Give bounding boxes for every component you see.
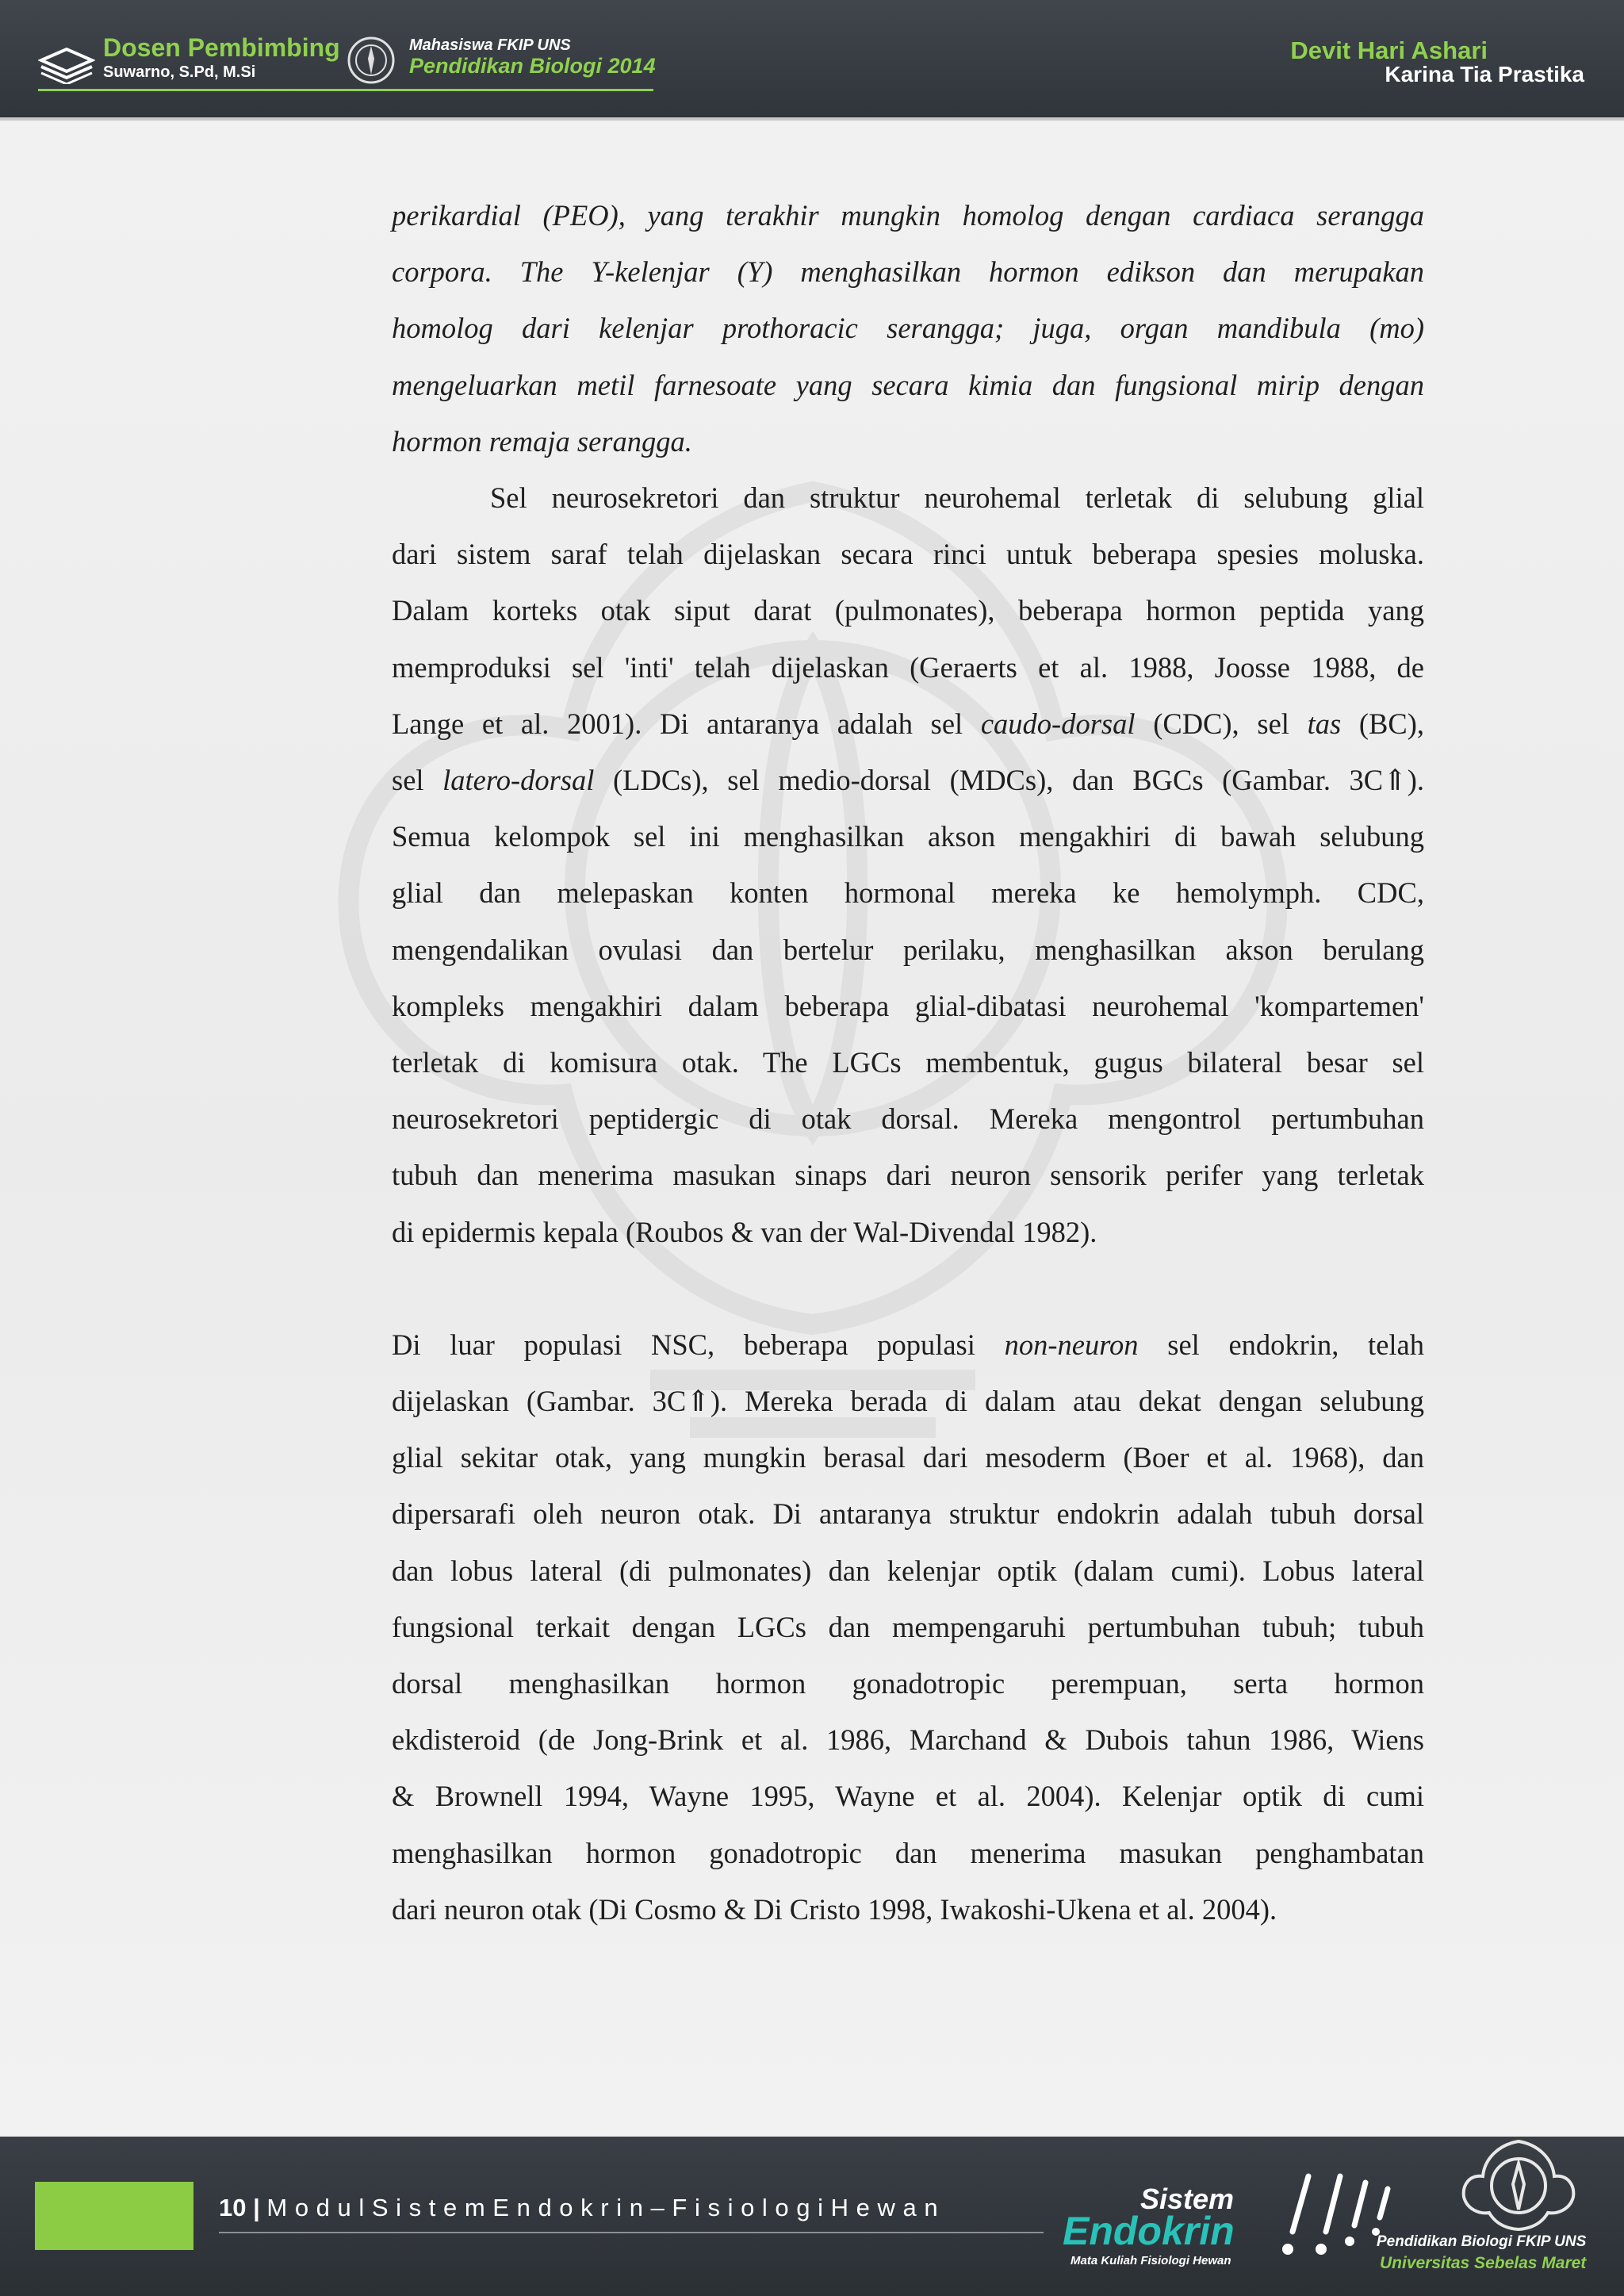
italic-term: non-neuron bbox=[1004, 1328, 1139, 1361]
text-line: tubuh dan menerima masukan sinaps dari neuron sensorik perifer yang terletak bbox=[392, 1159, 1424, 1192]
italic-term: caudo-dorsal bbox=[980, 707, 1136, 740]
text-line: di epidermis kepala (Roubos & van der Wal-Divendal 1982). bbox=[392, 1215, 1097, 1248]
paragraph-2 bbox=[392, 470, 1424, 1260]
footer-color-block bbox=[35, 2182, 193, 2250]
text-line: glial sekitar otak, yang mungkin berasal dari mesoderm (Boer et al. 1968), dan bbox=[392, 1441, 1424, 1474]
footer-module-line bbox=[219, 2194, 938, 2222]
book-stack-icon bbox=[38, 40, 95, 84]
text-line: Semua kelompok sel ini menghasilkan akson mengakhiri di bawah selubung bbox=[392, 820, 1424, 853]
text-line: dari sistem saraf telah dijelaskan secara rinci untuk beberapa spesies moluska. bbox=[392, 538, 1424, 571]
text-line: dorsal menghasilkan hormon gonadotropic perempuan, serta hormon bbox=[392, 1667, 1424, 1700]
text-line bbox=[392, 696, 1424, 752]
brand-sistem-text: Sistem bbox=[1140, 2183, 1235, 2215]
text-run: Lange et al. 2001). Di antaranya adalah sel bbox=[392, 707, 981, 740]
text-line: & Brownell 1994, Wayne 1995, Wayne et al. 2004). Kelenjar optik di cumi bbox=[392, 1780, 1424, 1813]
text-line bbox=[392, 752, 1424, 808]
italic-term: tas bbox=[1307, 707, 1342, 740]
brand-endokrin-text: Endokrin bbox=[1063, 2209, 1235, 2253]
text-line: hormon remaja serangga. bbox=[392, 424, 692, 458]
text-line: ekdisteroid (de Jong-Brink et al. 1986, Marchand & Dubois tahun 1986, Wiens bbox=[392, 1723, 1424, 1757]
text-run: (CDC), sel bbox=[1135, 707, 1308, 740]
header-accent-line bbox=[38, 89, 653, 91]
module-title: M o d u l S i s t e m E n d o k r i n – F i s i o l o g i H e w a n bbox=[266, 2194, 939, 2221]
paragraph-3 bbox=[392, 1317, 1424, 1938]
text-line: corpora. The Y-kelenjar (Y) menghasilkan hormon edikson dan merupakan bbox=[392, 255, 1424, 289]
text-line bbox=[392, 1317, 1424, 1373]
text-line: dijelaskan (Gambar. 3C⇑). Mereka berada di dalam atau dekat dengan selubung bbox=[392, 1385, 1424, 1418]
student-title: Mahasiswa FKIP UNS bbox=[409, 36, 571, 54]
page-header bbox=[0, 0, 1624, 121]
uns-seal-icon bbox=[346, 35, 396, 86]
text-line: mengendalikan ovulasi dan bertelur perilaku, menghasilkan akson berulang bbox=[392, 933, 1424, 966]
page-number: 10 bbox=[219, 2194, 247, 2221]
university-program: Pendidikan Biologi FKIP UNS bbox=[1377, 2233, 1587, 2250]
text-run: sel bbox=[392, 764, 443, 797]
text-run: (LDCs), sel medio-dorsal (MDCs), dan BGCs (Gambar. 3C⇑). bbox=[594, 764, 1424, 797]
text-line: terletak di komisura otak. The LGCs membentuk, gugus bilateral besar sel bbox=[392, 1046, 1424, 1079]
student-program: Pendidikan Biologi 2014 bbox=[409, 54, 656, 78]
document-body bbox=[392, 187, 1424, 1938]
italic-term: latero-dorsal bbox=[442, 764, 595, 797]
text-run: Di luar populasi NSC, beberapa populasi bbox=[392, 1328, 1005, 1361]
paragraph-1 bbox=[392, 187, 1424, 470]
text-line: menghasilkan hormon gonadotropic dan menerima masukan penghambatan bbox=[392, 1836, 1424, 1869]
text-line: kompleks mengakhiri dalam beberapa glial-dibatasi neurohemal 'kompartemen' bbox=[392, 989, 1424, 1022]
text-line: dipersarafi oleh neuron otak. Di antaranya struktur endokrin adalah tubuh dorsal bbox=[392, 1497, 1424, 1531]
footer-divider bbox=[219, 2232, 1044, 2233]
text-line: Sel neurosekretori dan struktur neurohemal terletak di selubung glial bbox=[490, 481, 1424, 515]
text-line: homolog dari kelenjar prothoracic serangga; juga, organ mandibula (mo) bbox=[392, 312, 1424, 345]
page-footer bbox=[0, 2137, 1624, 2296]
text-run: (BC), bbox=[1341, 707, 1425, 740]
text-line: mengeluarkan metil farnesoate yang secara kimia dan fungsional mirip dengan bbox=[392, 368, 1424, 401]
text-line: perikardial (PEO), yang terakhir mungkin homolog dengan cardiaca serangga bbox=[392, 199, 1424, 232]
author-name-2: Karina Tia Prastika bbox=[1385, 62, 1584, 86]
text-line: glial dan melepaskan konten hormonal mereka ke hemolymph. CDC, bbox=[392, 876, 1424, 910]
text-line: fungsional terkait dengan LGCs dan mempengaruhi pertumbuhan tubuh; tubuh bbox=[392, 1610, 1424, 1643]
text-line: dari neuron otak (Di Cosmo & Di Cristo 1998, Iwakoshi-Ukena et al. 2004). bbox=[392, 1892, 1277, 1926]
uns-seal-icon bbox=[1459, 2137, 1578, 2232]
text-line: Dalam korteks otak siput darat (pulmonates), beberapa hormon peptida yang bbox=[392, 594, 1424, 627]
text-line: dan lobus lateral (di pulmonates) dan kelenjar optik (dalam cumi). Lobus lateral bbox=[392, 1554, 1424, 1587]
text-line: memproduksi sel 'inti' telah dijelaskan (Geraerts et al. 1988, Joosse 1988, de bbox=[392, 650, 1424, 684]
supervisor-name: Suwarno, S.Pd, M.Si bbox=[103, 63, 256, 81]
text-line: neurosekretori peptidergic di otak dorsal. Mereka mengontrol pertumbuhan bbox=[392, 1102, 1424, 1136]
text-run: sel endokrin, telah bbox=[1138, 1328, 1424, 1361]
author-name-1: Devit Hari Ashari bbox=[1290, 36, 1488, 64]
page-separator: | bbox=[246, 2194, 267, 2221]
university-name: Universitas Sebelas Maret bbox=[1380, 2254, 1587, 2272]
supervisor-title: Dosen Pembimbing bbox=[103, 33, 340, 62]
brand-subtitle: Mata Kuliah Fisiologi Hewan bbox=[1071, 2254, 1231, 2267]
